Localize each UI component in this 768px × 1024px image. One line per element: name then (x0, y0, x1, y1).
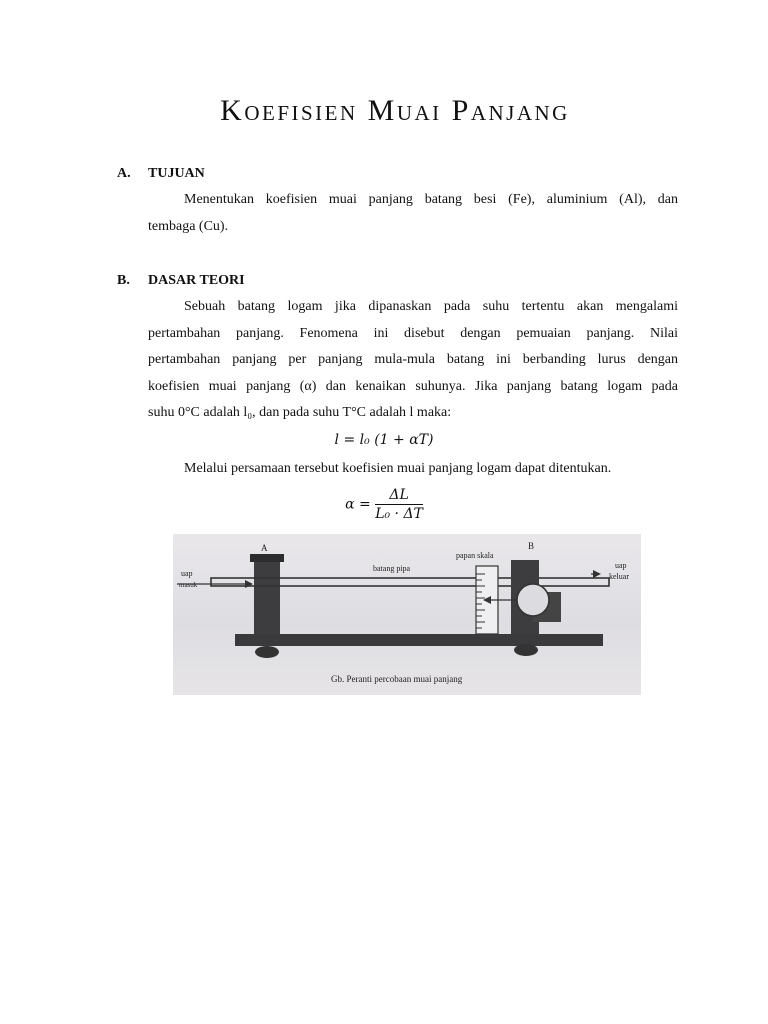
paragraph-line: Sebuah batang logam jika dipanaskan pada suhu tertentu akan mengalami (184, 299, 678, 314)
section-a-paragraph (148, 187, 678, 240)
formula-alpha-lhs: α = (345, 496, 371, 513)
formula-intro-paragraph (148, 456, 678, 483)
label-inlet-2: masuk (179, 581, 198, 589)
outlet-arrow (593, 570, 601, 578)
formula-length: l = l₀ (1 + αT) (334, 432, 434, 448)
formula-denominator: L₀ · ΔT (375, 506, 423, 522)
section-b-paragraph (148, 294, 678, 427)
label-a: A (261, 543, 268, 553)
apparatus-figure (173, 534, 641, 695)
formula-alpha (0, 487, 768, 522)
label-inlet-1: uap (181, 569, 193, 578)
base-plate (235, 634, 603, 646)
paragraph-line: Melalui persamaan tersebut koefisien muai panjang logam dapat ditentukan. (184, 461, 612, 476)
figure-caption: Gb. Peranti percobaan muai panjang (331, 674, 463, 684)
paragraph-line: koefisien muai panjang (α) dan kenaikan suhunya. Jika panjang batang logam pada (148, 378, 678, 394)
section-a-letter: A. (117, 166, 131, 181)
support-a (254, 559, 280, 635)
apparatus-drawing (173, 534, 641, 695)
paragraph-line: pertambahan panjang per panjang mula-mula batang ini berbanding lurus dengan (148, 352, 678, 367)
label-b: B (528, 541, 535, 551)
paragraph-line: Menentukan koefisien muai panjang batang besi (Fe), aluminium (Al), dan (184, 192, 678, 207)
document-title: Koefisien Muai Panjang (220, 94, 570, 127)
label-outlet-1: uap (615, 561, 627, 570)
foot-left (255, 646, 279, 658)
foot-right (514, 644, 538, 656)
label-scale: papan skala (456, 551, 494, 560)
paragraph-line: suhu 0°C adalah l₀, dan pada suhu T°C adalah l maka: (148, 405, 452, 420)
paragraph-line: tembaga (Cu). (148, 218, 229, 234)
section-b-heading: DASAR TEORI (148, 273, 245, 288)
formula-fraction (375, 487, 423, 522)
dial-gauge (517, 584, 549, 616)
label-rod: batang pipa (373, 564, 411, 573)
formula-numerator: ΔL (375, 487, 423, 505)
paragraph-line: pertambahan panjang. Fenomena ini disebut dengan pemuaian panjang. Nilai (148, 325, 678, 341)
section-b-letter: B. (117, 273, 130, 288)
label-outlet-2: keluar (609, 572, 629, 581)
section-a-heading: TUJUAN (148, 166, 205, 181)
